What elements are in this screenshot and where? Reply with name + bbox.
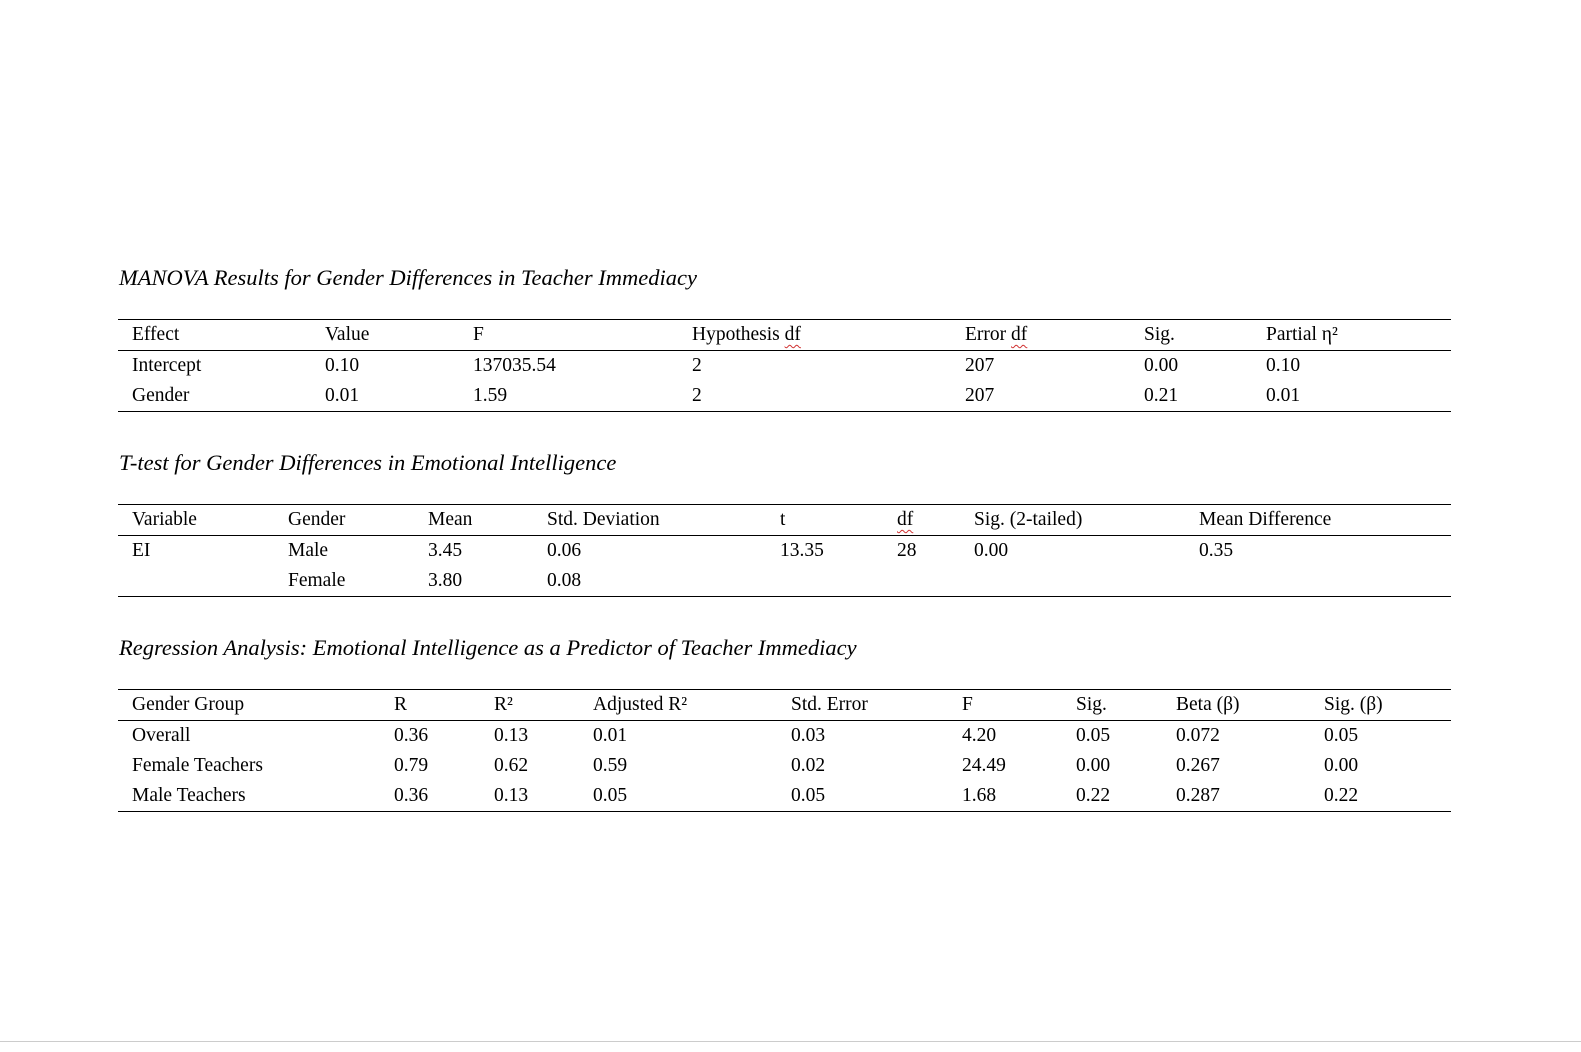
cell: 0.02 [791, 755, 826, 776]
cell: 0.01 [593, 725, 628, 746]
header-adjusted-r-squared: Adjusted R² [593, 694, 688, 715]
cell: 3.45 [428, 540, 463, 561]
manova-title: MANOVA Results for Gender Differences in Teacher Immediacy [119, 265, 698, 290]
cell: 0.36 [394, 785, 429, 806]
cell: 24.49 [962, 755, 1006, 776]
header-error-df: Error df [965, 324, 1028, 345]
cell: 0.10 [1266, 355, 1301, 376]
cell: 2 [692, 385, 702, 406]
cell: 0.21 [1144, 385, 1179, 406]
cell [766, 566, 883, 597]
cell: 0.62 [494, 755, 529, 776]
header-sig-2-tailed: Sig. (2-tailed) [974, 509, 1083, 530]
cell: 28 [897, 540, 917, 561]
cell: 4.20 [962, 725, 997, 746]
header-effect: Effect [132, 324, 180, 345]
header-r: R [394, 694, 408, 715]
header-gender-group: Gender Group [132, 694, 245, 715]
cell: 207 [965, 385, 995, 406]
cell [1185, 566, 1451, 597]
ttest-table [118, 504, 1451, 597]
spellcheck-word: df [897, 509, 914, 530]
cell: 13.35 [780, 540, 824, 561]
cell: 137035.54 [473, 355, 556, 376]
cell: 1.59 [473, 385, 508, 406]
cell: 0.35 [1199, 540, 1234, 561]
cell: 0.00 [1076, 755, 1111, 776]
manova-header-row [118, 320, 1451, 351]
cell: 0.05 [593, 785, 628, 806]
header-mean-difference: Mean Difference [1199, 509, 1332, 530]
header-sig-beta: Sig. (β) [1324, 694, 1383, 715]
cell: 0.22 [1076, 785, 1111, 806]
cell: Female [288, 570, 346, 591]
cell: 0.22 [1324, 785, 1359, 806]
cell: 0.00 [1324, 755, 1359, 776]
table-row [118, 351, 1451, 382]
cell: 0.287 [1176, 785, 1220, 806]
cell: 0.13 [494, 785, 529, 806]
page-bottom-edge [0, 1041, 1581, 1042]
cell: 0.05 [1324, 725, 1359, 746]
cell: 0.03 [791, 725, 826, 746]
table-row [118, 536, 1451, 567]
header-hypothesis-df: Hypothesis df [692, 324, 801, 345]
cell: Male Teachers [132, 785, 246, 806]
cell: 0.79 [394, 755, 429, 776]
cell: 0.10 [325, 355, 360, 376]
cell: 0.00 [974, 540, 1009, 561]
cell: 0.01 [325, 385, 360, 406]
header-mean: Mean [428, 509, 473, 530]
cell: Overall [132, 725, 191, 746]
cell: 0.01 [1266, 385, 1301, 406]
header-std-error: Std. Error [791, 694, 868, 715]
header-value: Value [325, 324, 370, 345]
cell: 0.00 [1144, 355, 1179, 376]
header-df [883, 505, 960, 536]
cell [118, 566, 274, 597]
ttest-header-row [118, 505, 1451, 536]
cell: 3.80 [428, 570, 463, 591]
header-t: t [780, 509, 786, 530]
header-f: F [962, 694, 973, 715]
table-row [118, 721, 1451, 752]
ttest-title: T-test for Gender Differences in Emotional Intelligence [119, 450, 617, 475]
header-std-deviation: Std. Deviation [547, 509, 660, 530]
cell: 0.59 [593, 755, 628, 776]
spellcheck-word: df [1011, 324, 1028, 345]
cell: 0.05 [1076, 725, 1111, 746]
cell [960, 566, 1185, 597]
spellcheck-word: df [784, 324, 801, 345]
cell: EI [132, 540, 151, 561]
table-row [118, 381, 1451, 412]
cell: 0.267 [1176, 755, 1220, 776]
cell: 0.05 [791, 785, 826, 806]
regression-header-row [118, 690, 1451, 721]
manova-table [118, 319, 1451, 412]
regression-title: Regression Analysis: Emotional Intelligence as a Predictor of Teacher Immediacy [119, 635, 857, 660]
header-variable: Variable [132, 509, 197, 530]
cell: Intercept [132, 355, 202, 376]
header-partial-eta: Partial η² [1266, 324, 1338, 345]
header-gender: Gender [288, 509, 346, 530]
header-beta: Beta (β) [1176, 694, 1240, 715]
cell [883, 566, 960, 597]
table-row [118, 751, 1451, 781]
cell: 0.072 [1176, 725, 1220, 746]
cell: Female Teachers [132, 755, 263, 776]
cell: 207 [965, 355, 995, 376]
cell: 1.68 [962, 785, 997, 806]
cell: 0.06 [547, 540, 582, 561]
header-sig: Sig. [1076, 694, 1107, 715]
table-row [118, 781, 1451, 812]
cell: 0.08 [547, 570, 582, 591]
cell: 2 [692, 355, 702, 376]
header-r-squared: R² [494, 694, 513, 715]
cell: 0.13 [494, 725, 529, 746]
cell: 0.36 [394, 725, 429, 746]
header-f: F [473, 324, 484, 345]
cell: Gender [132, 385, 190, 406]
table-row [118, 566, 1451, 597]
header-sig: Sig. [1144, 324, 1175, 345]
cell: Male [288, 540, 329, 561]
regression-table [118, 689, 1451, 812]
